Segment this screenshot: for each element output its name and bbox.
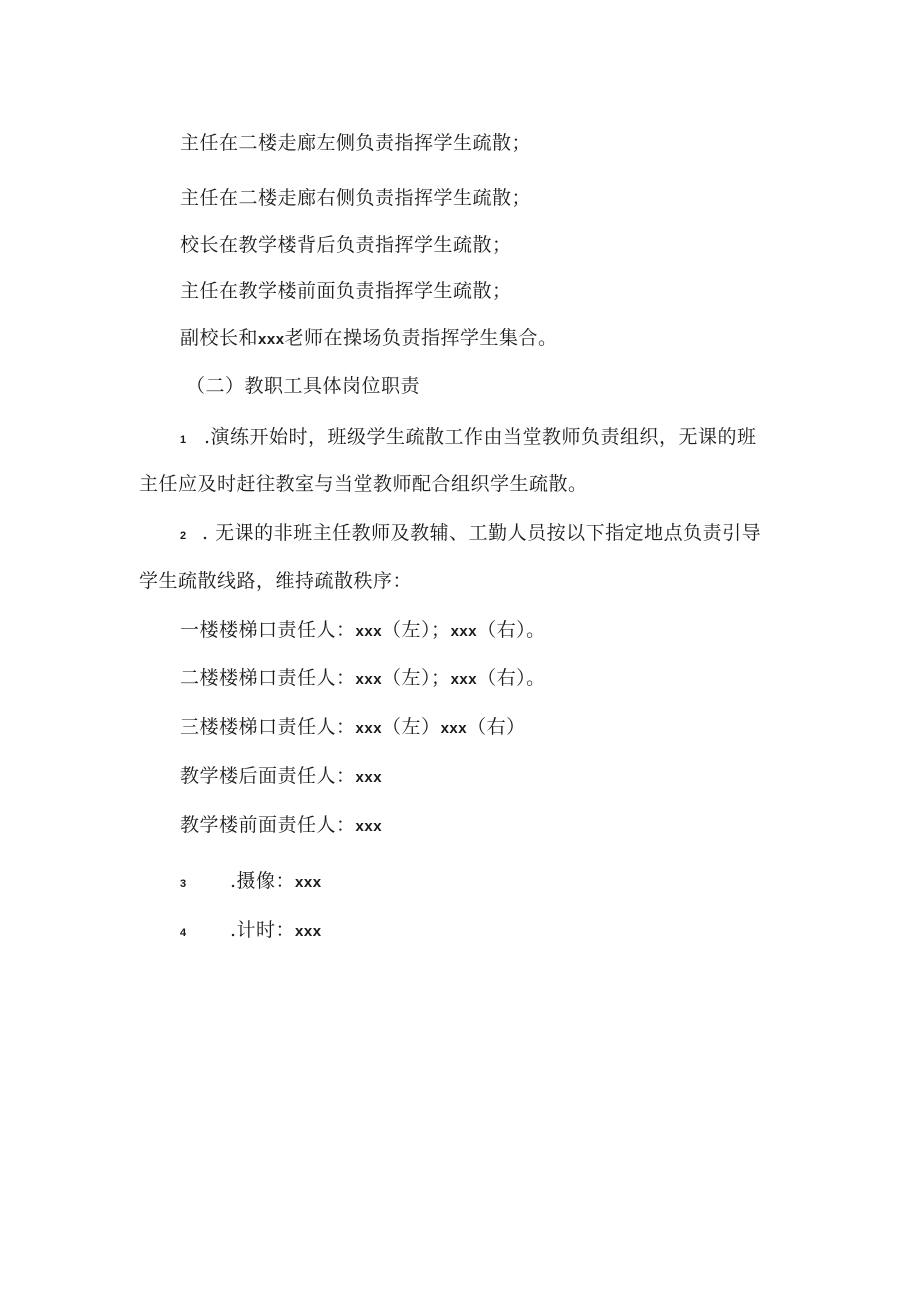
floor-1-right-text: （右）。 [477,619,546,641]
item-2-text-1: . 无课的非班主任教师及教辅、工勤人员按以下指定地点负责引导 [202,522,762,544]
floor-2-left-text: （左）； [382,667,451,689]
floor-3-stairs [180,715,526,741]
item-2-number: 2 [180,530,187,542]
floor-1-label: 一楼楼梯口责任人： [180,619,356,641]
paragraph-left-corridor: 主任在二楼走廊左侧负责指挥学生疏散； [180,132,532,154]
item-1-text-1: .演练开始时，班级学生疏散工作由当堂教师负责组织，无课的班 [204,426,757,448]
item-4-label: .计时： [230,919,296,941]
item-4-number: 4 [180,927,187,939]
building-back-person: xxx [355,769,383,786]
floor-2-right-person: xxx [450,671,478,688]
item-1-line-2: 主任应及时赶往教室与当堂教师配合组织学生疏散。 [139,473,588,495]
item-4-value: xxx [295,923,322,940]
item-1-line-1 [180,425,757,452]
paragraph-playground-name: xxx [258,331,285,348]
floor-1-left-text: （左）； [382,619,451,641]
floor-2-label: 二楼楼梯口责任人： [180,667,356,689]
paragraph-playground-prefix: 副校长和 [180,327,259,349]
floor-3-label: 三楼楼梯口责任人： [180,716,356,738]
item-3-value: xxx [295,874,322,891]
section-heading: （二）教职工具体岗位职责 [186,375,421,397]
paragraph-right-corridor: 主任在二楼走廊右侧负责指挥学生疏散； [180,187,532,209]
item-3-line [180,869,322,896]
item-3-number: 3 [180,878,187,890]
paragraph-playground-suffix: 老师在操场负责指挥学生集合。 [284,327,558,349]
floor-2-left-person: xxx [355,671,383,688]
paragraph-playground [180,326,558,352]
item-1-number: 1 [180,434,187,446]
floor-1-left-person: xxx [355,623,383,640]
item-3-label: .摄像： [230,870,296,892]
floor-2-right-text: （右）。 [477,667,546,689]
paragraph-building-back: 校长在教学楼背后负责指挥学生疏散； [180,234,512,256]
floor-1-stairs [180,618,546,644]
paragraph-building-front: 主任在教学楼前面负责指挥学生疏散； [180,280,512,302]
item-2-line-1 [180,521,761,548]
floor-3-left-person: xxx [355,720,383,737]
item-4-line [180,918,322,945]
floor-2-stairs [180,666,546,692]
building-front-person: xxx [355,818,383,835]
floor-1-right-person: xxx [450,623,478,640]
building-front-label: 教学楼前面责任人： [180,814,356,836]
floor-3-left-text: （左） [382,716,441,738]
floor-3-right-text: （右） [467,716,526,738]
building-front-responsible [180,813,382,839]
item-2-line-2: 学生疏散线路，维持疏散秩序： [139,570,413,592]
building-back-responsible [180,764,382,790]
building-back-label: 教学楼后面责任人： [180,765,356,787]
floor-3-right-person: xxx [440,720,468,737]
